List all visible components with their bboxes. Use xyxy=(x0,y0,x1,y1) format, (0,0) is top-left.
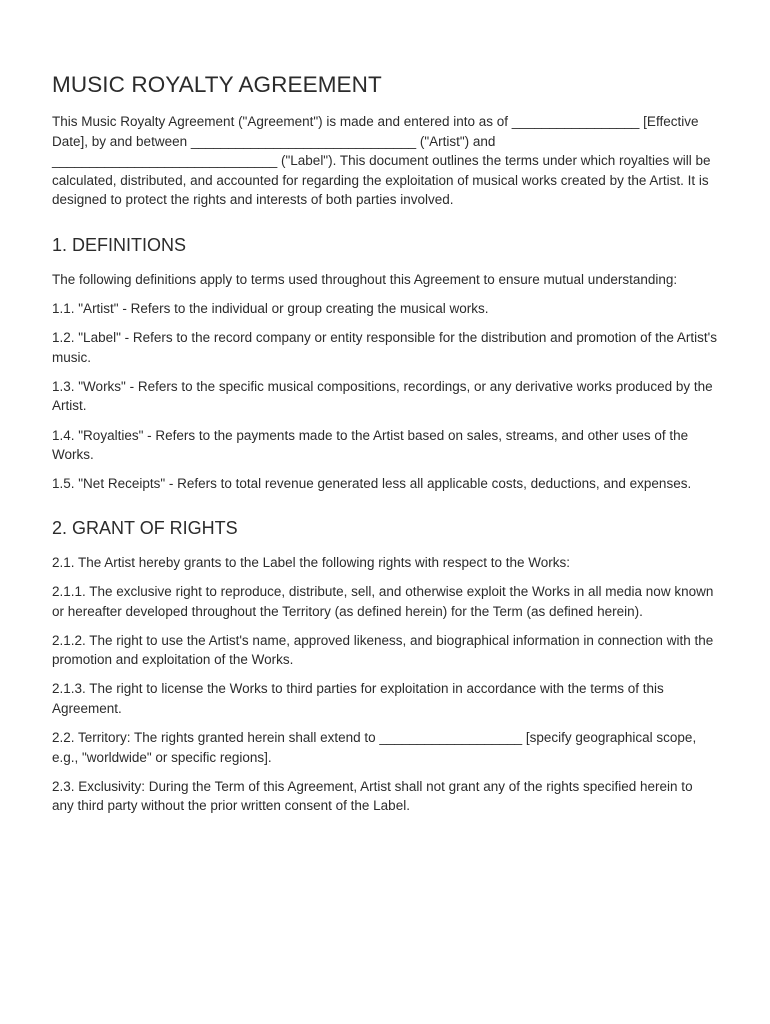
section-heading: 1. DEFINITIONS xyxy=(52,234,187,255)
document-page xyxy=(52,70,718,838)
paragraph: 1.3. "Works" - Refers to the specific musical compositions, recordings, or any derivative works produced by the Artist. xyxy=(52,378,713,414)
section-grant-of-rights xyxy=(52,516,718,816)
intro-paragraph: This Music Royalty Agreement ("Agreement") is made and entered into as of _________________ [Effective Date], by and between ______________________________ ("Artist") and ______________________________ ("Label"). This document outlines the terms under which royalties will be calculated, distributed, and accounted for regarding the exploitation of musical works created by the Artist. It is designed to protect the rights and interests of both parties involved. xyxy=(52,114,711,208)
paragraph: 2.1.1. The exclusive right to reproduce, distribute, sell, and otherwise exploit the Works in all media now known or hereafter developed throughout the Territory (as defined herein) for the Term (as defined herein). xyxy=(52,583,714,619)
section-heading: 2. GRANT OF RIGHTS xyxy=(52,517,238,538)
paragraph: 2.1.2. The right to use the Artist's name, approved likeness, and biographical information in connection with the promotion and exploitation of the Works. xyxy=(52,632,714,668)
paragraph: The following definitions apply to terms used throughout this Agreement to ensure mutual understanding: xyxy=(52,271,678,287)
paragraph: 2.1.3. The right to license the Works to third parties for exploitation in accordance with the terms of this Agreement. xyxy=(52,681,664,716)
paragraph: 1.2. "Label" - Refers to the record company or entity responsible for the distribution and promotion of the Artist's music. xyxy=(52,330,718,365)
paragraph: 2.2. Territory: The rights granted herein shall extend to ___________________ [specify geographical scope, e.g., "worldwide" or specific regions]. xyxy=(52,729,697,765)
section-definitions xyxy=(52,233,718,494)
paragraph: 2.1. The Artist hereby grants to the Label the following rights with respect to the Works: xyxy=(52,554,571,570)
paragraph: 1.5. "Net Receipts" - Refers to total revenue generated less all applicable costs, deductions, and expenses. xyxy=(52,476,692,492)
paragraph: 1.4. "Royalties" - Refers to the payments made to the Artist based on sales, streams, and other uses of the Works. xyxy=(52,427,689,463)
paragraph: 2.3. Exclusivity: During the Term of this Agreement, Artist shall not grant any of the rights specified herein to any third party without the prior written consent of the Label. xyxy=(52,778,693,814)
document-title: MUSIC ROYALTY AGREEMENT xyxy=(52,72,382,97)
paragraph: 1.1. "Artist" - Refers to the individual or group creating the musical works. xyxy=(52,301,489,317)
